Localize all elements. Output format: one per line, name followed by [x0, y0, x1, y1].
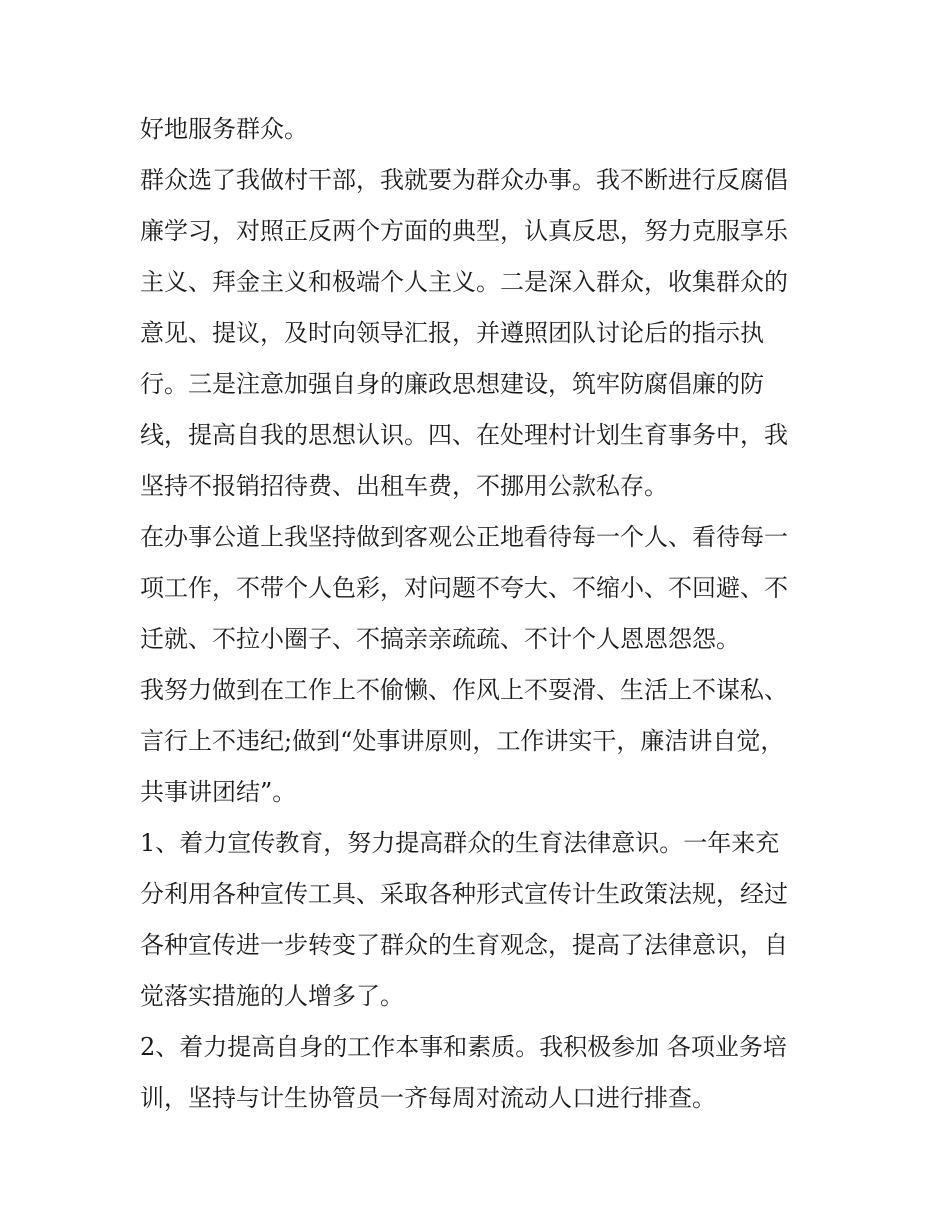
text-line: 言行上不违纪;做到“处事讲原则，工作讲实干，廉洁讲自觉， — [140, 727, 785, 755]
text-line: 在办事公道上我坚持做到客观公正地看待每一个人、看待每一 — [140, 523, 788, 551]
text-line: 主义、拜金主义和极端个人主义。二是深入群众，收集群众的 — [140, 268, 788, 296]
text-line: 觉落实措施的人增多了。 — [140, 982, 404, 1010]
text-line: 2、着力提高自身的工作本事和素质。我积极参加 各项业务培 — [140, 1033, 787, 1061]
text-line: 项工作，不带个人色彩，对问题不夸大、不缩小、不回避、不 — [140, 574, 788, 602]
text-line: 共事讲团结”。 — [140, 778, 297, 806]
text-line: 1、着力宣传教育，努力提高群众的生育法律意识。一年来充 — [140, 829, 780, 857]
text-line: 好地服务群众。 — [140, 115, 308, 143]
document-body — [140, 104, 820, 1124]
text-line: 廉学习，对照正反两个方面的典型，认真反思，努力克服享乐 — [140, 217, 788, 245]
text-line: 群众选了我做村干部，我就要为群众办事。我不断进行反腐倡 — [140, 166, 788, 194]
text-line: 我努力做到在工作上不偷懒、作风上不耍滑、生活上不谋私、 — [140, 676, 788, 704]
text-line: 行。三是注意加强自身的廉政思想建设，筑牢防腐倡廉的防 — [140, 370, 764, 398]
text-line: 训，坚持与计生协管员一齐每周对流动人口进行排查。 — [140, 1084, 716, 1112]
text-line: 坚持不报销招待费、出租车费，不挪用公款私存。 — [140, 472, 668, 500]
text-line: 意见、提议，及时向领导汇报，并遵照团队讨论后的指示执 — [140, 319, 764, 347]
text-line: 分利用各种宣传工具、采取各种形式宣传计生政策法规，经过 — [140, 880, 788, 908]
text-line: 线，提高自我的思想认识。四、在处理村计划生育事务中，我 — [140, 421, 788, 449]
text-line: 迁就、不拉小圈子、不搞亲亲疏疏、不计个人恩恩怨怨。 — [140, 625, 740, 653]
text-line: 各种宣传进一步转变了群众的生育观念，提高了法律意识，自 — [140, 931, 788, 959]
